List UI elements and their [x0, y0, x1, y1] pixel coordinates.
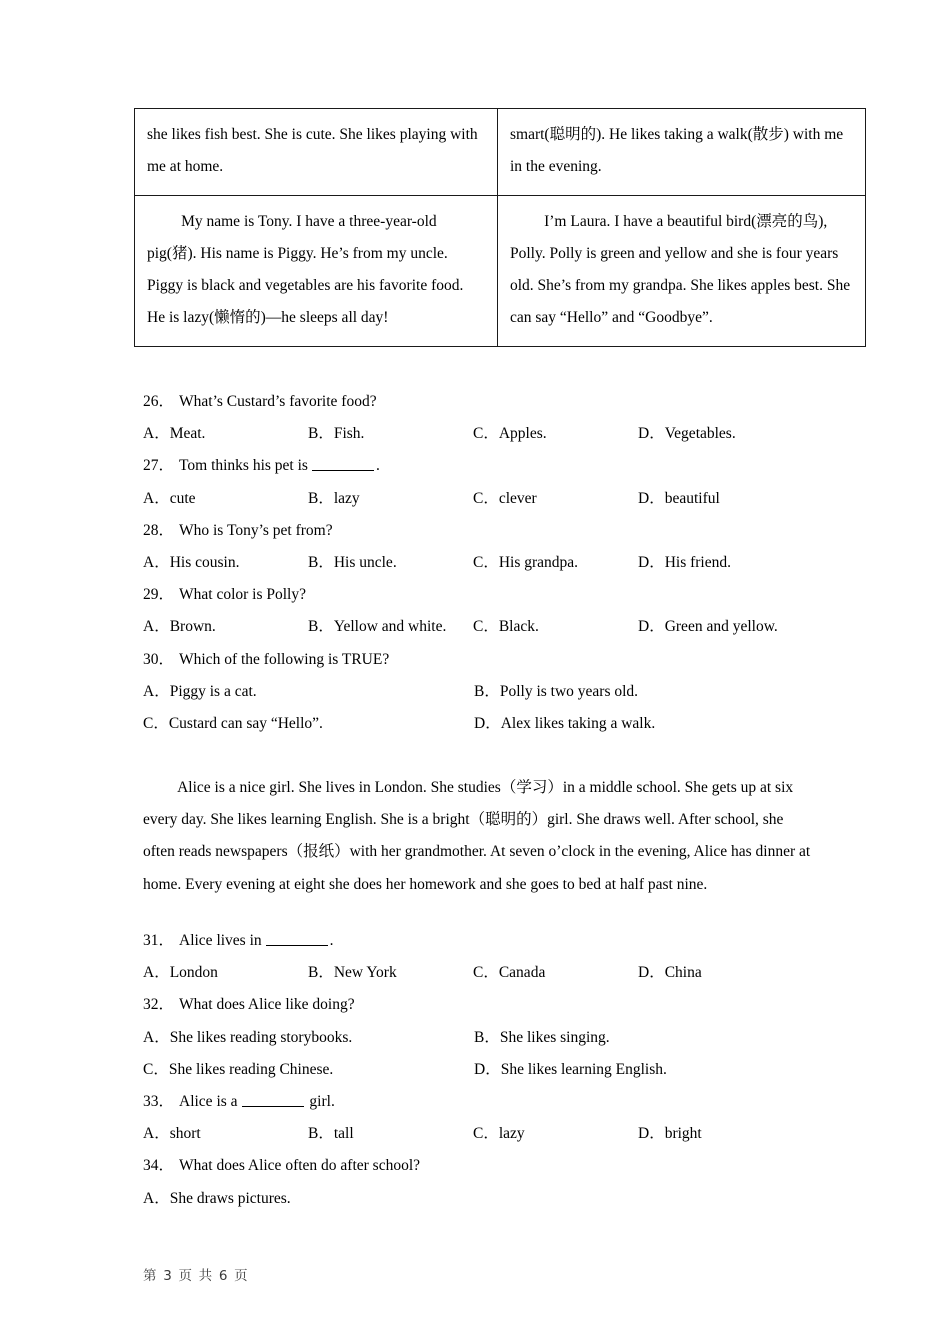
- option-d[interactable]: [638, 611, 823, 643]
- option-b[interactable]: [308, 611, 473, 643]
- option-a[interactable]: [143, 418, 308, 450]
- option-label: B．: [474, 1028, 500, 1046]
- option-text: Custard can say “Hello”.: [168, 715, 323, 733]
- option-text: His uncle.: [333, 554, 397, 572]
- question-number: 26．: [143, 393, 175, 410]
- option-label: B．: [474, 682, 500, 700]
- question-text: What’s Custard’s favorite food?: [179, 393, 377, 410]
- passage-text: My name is Tony. I have a three-year-old pig(猪). His name is Piggy. He’s from my uncle. Piggy is black and vegetables are his favorite food. He is lazy(懒惰的)—he sleeps all day!: [147, 213, 464, 326]
- option-c[interactable]: [473, 418, 638, 450]
- question-stem: [143, 450, 823, 482]
- option-text: Polly is two years old.: [499, 682, 639, 700]
- answer-blank[interactable]: [242, 1094, 304, 1107]
- option-label: D．: [638, 964, 665, 982]
- question-stem: [143, 1086, 823, 1118]
- option-a[interactable]: [143, 1118, 308, 1150]
- option-row: [143, 418, 823, 450]
- option-label: D．: [638, 554, 665, 572]
- passage-cell-tony: [135, 196, 498, 347]
- option-a[interactable]: [143, 1183, 823, 1215]
- option-text: Black.: [498, 618, 539, 636]
- questions-group-alice: [143, 925, 823, 1215]
- question-number: 29．: [143, 586, 175, 604]
- option-text: clever: [498, 489, 537, 507]
- question-text: Who is Tony’s pet from?: [179, 521, 333, 539]
- option-row: [143, 1183, 823, 1215]
- passage-text: I’m Laura. I have a beautiful bird(漂亮的鸟), Polly. Polly is green and yellow and she is four years old. She’s from my grandpa. She likes apples best. She can say “Hello” and “Goodbye”.: [510, 213, 851, 326]
- question-text: Which of the following is TRUE?: [179, 650, 390, 668]
- answer-blank[interactable]: [266, 933, 328, 946]
- option-text: His cousin.: [169, 554, 240, 572]
- option-text: beautiful: [664, 489, 720, 507]
- passage-table-body: [135, 109, 866, 347]
- option-d[interactable]: [638, 418, 823, 450]
- option-label: A．: [143, 1189, 170, 1207]
- option-text: lazy: [498, 1125, 525, 1143]
- option-text: cute: [169, 489, 196, 507]
- option-label: C．: [473, 425, 499, 443]
- option-label: B．: [308, 964, 334, 982]
- option-a[interactable]: [143, 611, 308, 643]
- option-label: B．: [308, 425, 334, 443]
- option-text: London: [169, 964, 218, 982]
- option-c[interactable]: [473, 611, 638, 643]
- questions-group-pets: [143, 386, 823, 740]
- option-row: [143, 676, 823, 708]
- option-label: D．: [638, 425, 665, 443]
- option-row: [143, 708, 823, 740]
- option-text: short: [169, 1125, 201, 1143]
- option-label: D．: [638, 1125, 665, 1143]
- question-number: 31．: [143, 932, 175, 949]
- option-text: lazy: [333, 489, 360, 507]
- option-text: She draws pictures.: [169, 1189, 291, 1207]
- option-label: C．: [473, 618, 499, 636]
- option-a[interactable]: [143, 483, 308, 515]
- option-text: Alex likes taking a walk.: [500, 715, 656, 733]
- question-text-after-blank: girl.: [305, 1093, 335, 1111]
- option-text: China: [664, 964, 702, 982]
- question-number: 32．: [143, 996, 175, 1014]
- option-text: Piggy is a cat.: [169, 682, 257, 700]
- option-label: A．: [143, 489, 170, 507]
- option-text: She likes reading Chinese.: [168, 1060, 334, 1078]
- question-text: What color is Polly?: [179, 586, 306, 604]
- option-b[interactable]: [308, 957, 473, 989]
- option-text: Vegetables.: [664, 425, 736, 443]
- option-label: A．: [143, 1125, 170, 1143]
- option-row: [143, 547, 823, 579]
- option-text: She likes singing.: [499, 1028, 610, 1046]
- question-text-after-blank: .: [375, 457, 380, 475]
- option-b[interactable]: [308, 547, 473, 579]
- option-d[interactable]: [638, 957, 823, 989]
- option-d[interactable]: [638, 1118, 823, 1150]
- question-stem: [143, 579, 823, 611]
- option-text: tall: [333, 1125, 354, 1143]
- option-text: She likes learning English.: [500, 1060, 667, 1078]
- option-label: B．: [308, 618, 334, 636]
- option-d[interactable]: [638, 547, 823, 579]
- question-text-before-blank: Alice lives in: [179, 932, 262, 949]
- option-row: [143, 1118, 823, 1150]
- passage-text: she likes fish best. She is cute. She likes playing with me at home.: [147, 126, 478, 175]
- option-label: B．: [308, 554, 334, 572]
- option-label: A．: [143, 682, 170, 700]
- option-text: bright: [664, 1125, 702, 1143]
- option-row: [143, 1022, 823, 1054]
- option-text: Fish.: [333, 425, 365, 443]
- option-label: C．: [143, 1060, 169, 1078]
- option-label: C．: [473, 1125, 499, 1143]
- option-row: [143, 611, 823, 643]
- option-row: [143, 483, 823, 515]
- option-label: A．: [143, 1028, 170, 1046]
- question-stem: [143, 925, 823, 957]
- passage-cell-laura: [498, 196, 866, 347]
- option-label: D．: [474, 715, 501, 733]
- option-label: C．: [473, 554, 499, 572]
- option-text: She likes reading storybooks.: [169, 1028, 353, 1046]
- question-stem: [143, 989, 823, 1021]
- option-a[interactable]: [143, 547, 308, 579]
- alice-reading-passage: Alice is a nice girl. She lives in London. She studies（学习）in a middle school. She gets up at six every day. She likes learning English. She is a bright（聪明的）girl. She draws well. After school, she often reads newspapers（报纸）with her grandmother. At seven o’clock in the evening, Alice has dinner at home. Every evening at eight she does her homework and she goes to bed at half past nine.: [143, 779, 811, 893]
- option-b[interactable]: [474, 676, 823, 708]
- option-label: D．: [638, 618, 665, 636]
- question-stem: [143, 1150, 823, 1182]
- option-text: Brown.: [169, 618, 216, 636]
- passage-text: smart(聪明的). He likes taking a walk(散步) with me in the evening.: [510, 126, 844, 175]
- option-label: D．: [474, 1060, 501, 1078]
- option-b[interactable]: [308, 418, 473, 450]
- option-b[interactable]: [474, 1022, 823, 1054]
- option-text: Canada: [498, 964, 546, 982]
- option-text: Yellow and white.: [333, 618, 447, 636]
- option-c[interactable]: [143, 1054, 474, 1086]
- question-stem: [143, 515, 823, 547]
- option-d[interactable]: [474, 1054, 823, 1086]
- question-number: 33．: [143, 1093, 175, 1111]
- option-row: [143, 957, 823, 989]
- option-label: B．: [308, 1125, 334, 1143]
- option-label: C．: [143, 715, 169, 733]
- option-c[interactable]: [473, 547, 638, 579]
- question-stem: [143, 644, 823, 676]
- question-text-before-blank: Alice is a: [179, 1093, 238, 1111]
- question-number: 30．: [143, 650, 175, 668]
- question-number: 27．: [143, 457, 175, 475]
- option-row: [143, 1054, 823, 1086]
- question-text-after-blank: .: [329, 932, 334, 949]
- question-text: What does Alice like doing?: [179, 996, 355, 1014]
- option-c[interactable]: [473, 1118, 638, 1150]
- passage-cell-tom-continued: [135, 109, 498, 196]
- option-d[interactable]: [474, 708, 823, 740]
- table-row: [135, 109, 866, 196]
- question-number: 28．: [143, 521, 175, 539]
- question-text-before-blank: Tom thinks his pet is: [179, 457, 308, 475]
- option-text: Apples.: [498, 425, 547, 443]
- option-label: A．: [143, 964, 170, 982]
- question-number: 34．: [143, 1157, 175, 1175]
- option-a[interactable]: [143, 1022, 474, 1054]
- option-a[interactable]: [143, 676, 474, 708]
- passage-cell-alex-continued: [498, 109, 866, 196]
- pet-passage-table: [134, 108, 866, 347]
- option-label: D．: [638, 489, 665, 507]
- option-label: A．: [143, 618, 170, 636]
- page-footer: 第 3 页 共 6 页: [143, 1268, 249, 1284]
- option-text: His friend.: [664, 554, 731, 572]
- option-c[interactable]: [473, 957, 638, 989]
- option-label: A．: [143, 554, 170, 572]
- option-b[interactable]: [308, 483, 473, 515]
- option-label: B．: [308, 489, 334, 507]
- option-text: Meat.: [169, 425, 206, 443]
- option-c[interactable]: [473, 483, 638, 515]
- question-stem: [143, 386, 823, 418]
- option-text: Green and yellow.: [664, 618, 778, 636]
- option-label: C．: [473, 964, 499, 982]
- option-label: A．: [143, 425, 170, 443]
- option-text: His grandpa.: [498, 554, 579, 572]
- table-row: [135, 196, 866, 347]
- option-d[interactable]: [638, 483, 823, 515]
- option-a[interactable]: [143, 957, 308, 989]
- option-b[interactable]: [308, 1118, 473, 1150]
- option-c[interactable]: [143, 708, 474, 740]
- option-text: New York: [333, 964, 397, 982]
- answer-blank[interactable]: [312, 458, 374, 471]
- option-label: C．: [473, 489, 499, 507]
- question-text: What does Alice often do after school?: [179, 1157, 421, 1175]
